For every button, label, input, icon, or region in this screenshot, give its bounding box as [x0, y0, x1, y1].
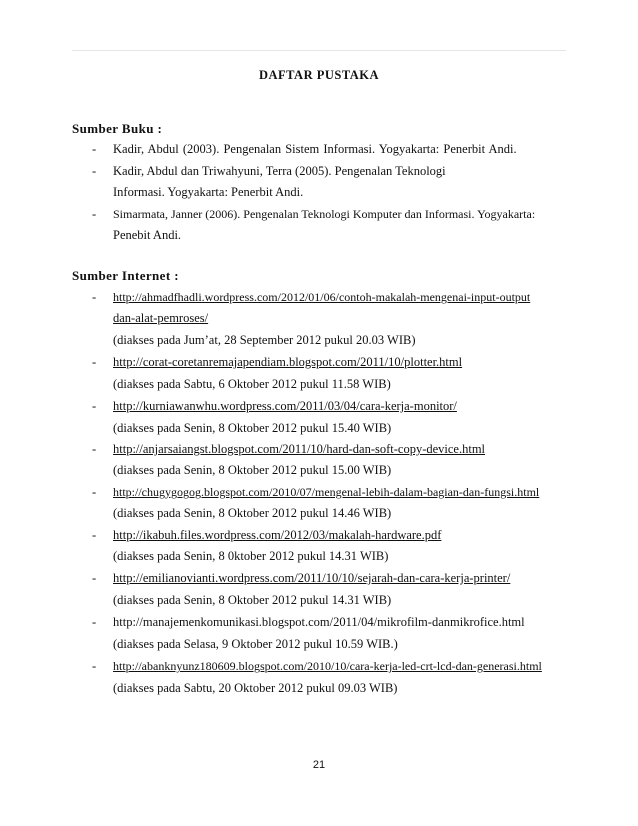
access-date: (diakses pada Senin, 8 0ktober 2012 pukul 14.31 WIB) — [113, 549, 389, 563]
access-date: (diakses pada Sabtu, 6 Oktober 2012 pukul 11.58 WIB) — [113, 377, 391, 391]
list-dash: - — [92, 659, 97, 673]
list-dash: - — [92, 290, 97, 304]
list-dash: - — [92, 142, 97, 156]
list-dash: - — [92, 399, 97, 413]
list-dash: - — [92, 442, 97, 456]
book-entry-line: Penebit Andi. — [113, 228, 182, 242]
book-entry-line: Informasi. Yogyakarta: Penerbit Andi. — [113, 185, 304, 199]
reference-link[interactable]: http://ikabuh.files.wordpress.com/2012/03/makalah-hardware.pdf — [113, 528, 442, 542]
internet-heading: Sumber Internet : — [72, 268, 179, 283]
list-dash: - — [92, 355, 97, 369]
books-heading: Sumber Buku : — [72, 121, 163, 136]
access-date: (diakses pada Jum’at, 28 September 2012 pukul 20.03 WIB) — [113, 333, 416, 347]
reference-link[interactable]: http://ahmadfhadli.wordpress.com/2012/01/06/contoh-makalah-mengenai-input-output — [113, 290, 531, 304]
book-entry-line: Kadir, Abdul dan Triwahyuni, Terra (2005). Pengenalan Teknologi — [113, 164, 446, 178]
reference-link[interactable]: http://abanknyunz180609.blogspot.com/2010/10/cara-kerja-led-crt-lcd-dan-generasi.html — [113, 659, 542, 673]
list-dash: - — [92, 164, 97, 178]
reference-link[interactable]: http://manajemenkomunikasi.blogspot.com/2011/04/mikrofilm-danmikrofice.html — [113, 615, 525, 629]
reference-link[interactable]: http://chugygogog.blogspot.com/2010/07/mengenal-lebih-dalam-bagian-dan-fungsi.html — [113, 485, 540, 499]
page-number: 21 — [312, 759, 326, 771]
access-date: (diakses pada Senin, 8 Oktober 2012 pukul 15.00 WIB) — [113, 463, 392, 477]
list-dash: - — [92, 528, 97, 542]
top-rule — [72, 50, 566, 51]
access-date: (diakses pada Senin, 8 Oktober 2012 pukul 15.40 WIB) — [113, 421, 392, 435]
access-date: (diakses pada Selasa, 9 Oktober 2012 pukul 10.59 WIB.) — [113, 637, 398, 651]
page-title: DAFTAR PUSTAKA — [258, 68, 380, 82]
book-entry-line: Simarmata, Janner (2006). Pengenalan Teknologi Komputer dan Informasi. Yogyakarta: — [113, 207, 536, 221]
book-entry-line: Kadir, Abdul (2003). Pengenalan Sistem Informasi. Yogyakarta: Penerbit Andi. — [113, 142, 517, 156]
list-dash: - — [92, 615, 97, 629]
list-dash: - — [92, 571, 97, 585]
access-date: (diakses pada Senin, 8 Oktober 2012 pukul 14.46 WIB) — [113, 506, 392, 520]
reference-link[interactable]: http://corat-coretanremajapendiam.blogspot.com/2011/10/plotter.html — [113, 355, 463, 369]
access-date: (diakses pada Sabtu, 20 Oktober 2012 pukul 09.03 WIB) — [113, 681, 398, 695]
reference-link[interactable]: dan-alat-pemroses/ — [113, 311, 209, 325]
access-date: (diakses pada Senin, 8 Oktober 2012 pukul 14.31 WIB) — [113, 593, 392, 607]
list-dash: - — [92, 207, 97, 221]
reference-link[interactable]: http://kurniawanwhu.wordpress.com/2011/03/04/cara-kerja-monitor/ — [113, 399, 457, 413]
reference-link[interactable]: http://emilianovianti.wordpress.com/2011/10/10/sejarah-dan-cara-kerja-printer/ — [113, 571, 511, 585]
reference-link[interactable]: http://anjarsaiangst.blogspot.com/2011/10/hard-dan-soft-copy-device.html — [113, 442, 486, 456]
list-dash: - — [92, 485, 97, 499]
